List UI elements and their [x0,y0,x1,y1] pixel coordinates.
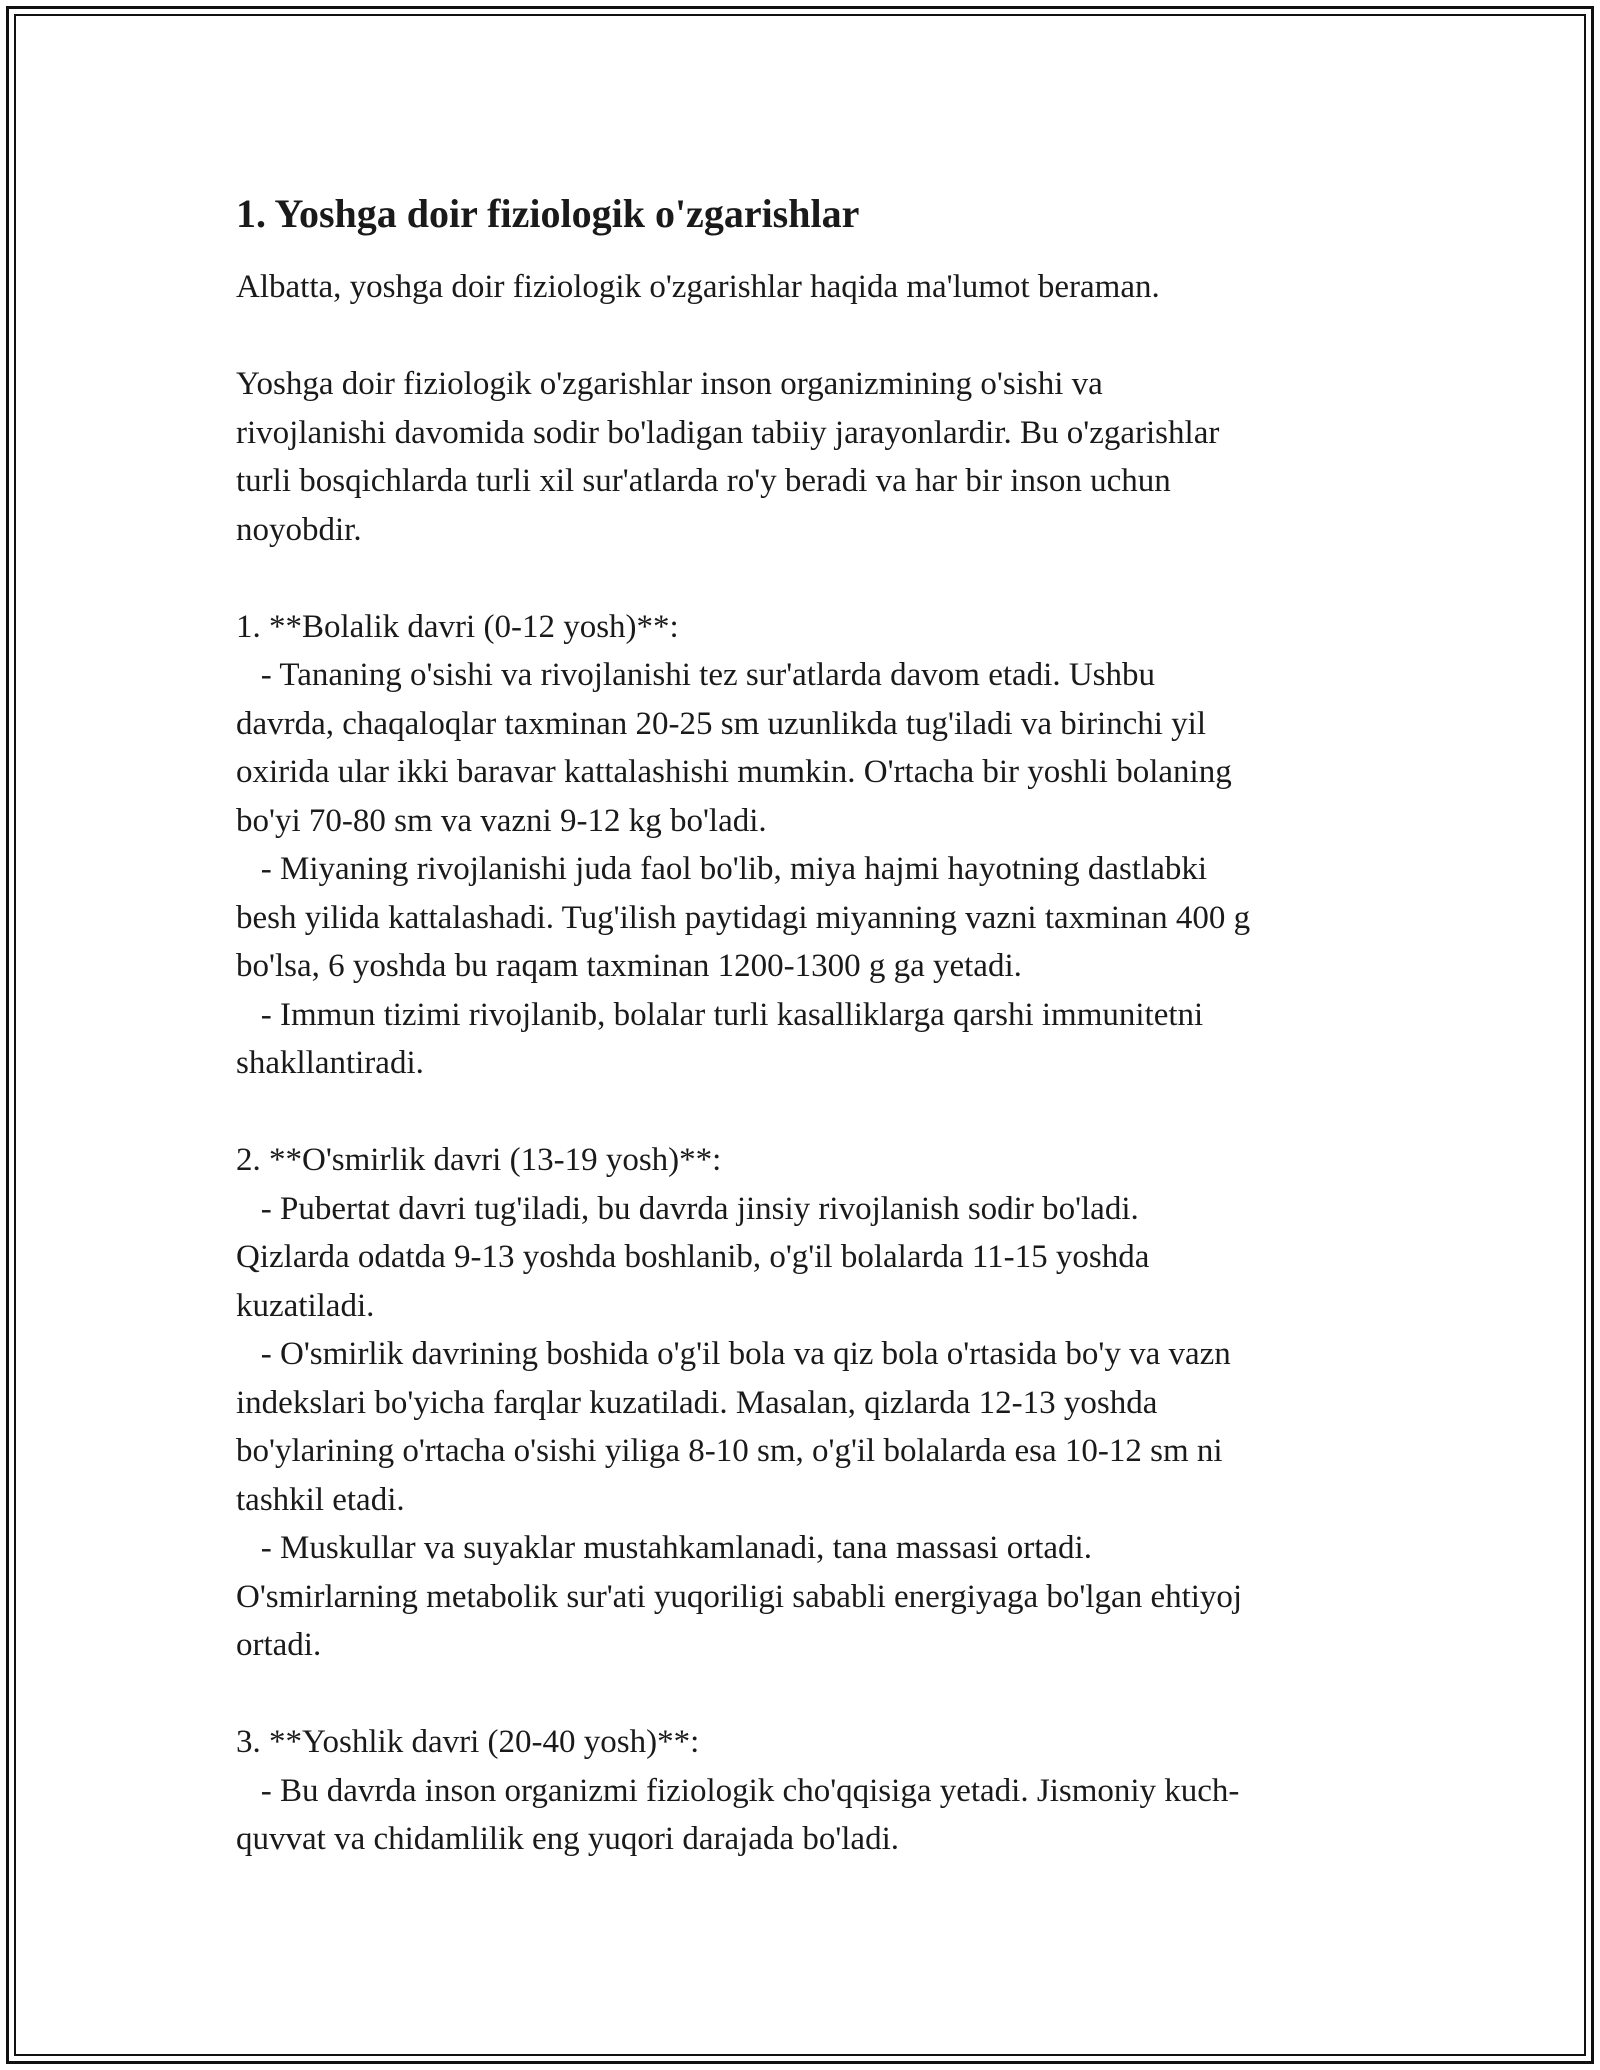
paragraph [236,263,1376,312]
text-line: kuzatiladi. [236,1287,375,1324]
text-line: 3. **Yoshlik davri (20-40 yosh)**: [236,1724,700,1760]
text-line: - Tananing o'sishi va rivojlanishi tez sur'atlarda davom etadi. Ushbu [236,657,1156,693]
text-line: turli bosqichlarda turli xil sur'atlarda ro'y beradi va har bir inson uchun [236,463,1171,499]
text-line: - O'smirlik davrining boshida o'g'il bola va qiz bola o'rtasida bo'y va vazn [236,1336,1231,1372]
paragraph [236,360,1376,554]
text-line: rivojlanishi davomida sodir bo'ladigan tabiiy jarayonlardir. Bu o'zgarishlar [236,414,1220,451]
text-line: bo'ylarining o'rtacha o'sishi yiliga 8-10 sm, o'g'il bolalarda esa 10-12 sm ni [236,1433,1223,1469]
paragraph-gap [236,1670,1376,1719]
text-line: noyobdir. [236,511,362,548]
text-line: davrda, chaqaloqlar taxminan 20-25 sm uzunlikda tug'iladi va birinchi yil [236,705,1207,742]
paragraph-gap [236,554,1376,603]
document-heading: 1. Yoshga doir fiziologik o'zgarishlar [236,191,860,236]
paragraph-gap [236,1088,1376,1137]
paragraph [236,1718,1376,1864]
text-line: 2. **O'smirlik davri (13-19 yosh)**: [236,1142,722,1178]
text-line: shakllantiradi. [236,1045,424,1081]
text-line: quvvat va chidamlilik eng yuqori darajada bo'ladi. [236,1821,899,1857]
paragraph-gap [236,312,1376,361]
text-line: - Immun tizimi rivojlanib, bolalar turli kasalliklarga qarshi immunitetni [236,996,1204,1033]
paragraph [236,603,1376,1088]
text-line: Albatta, yoshga doir fiziologik o'zgarishlar haqida ma'lumot beraman. [236,269,1160,305]
text-line: O'smirlarning metabolik sur'ati yuqoriligi sababli energiyaga bo'lgan ehtiyoj [236,1578,1243,1615]
text-line: - Muskullar va suyaklar mustahkamlanadi, tana massasi ortadi. [236,1530,1092,1566]
text-line: indekslari bo'yicha farqlar kuzatiladi. Masalan, qizlarda 12-13 yoshda [236,1384,1158,1421]
text-line: bo'lsa, 6 yoshda bu raqam taxminan 1200-1300 g ga yetadi. [236,948,1022,984]
text-line: bo'yi 70-80 sm va vazni 9-12 kg bo'ladi. [236,802,767,839]
text-line: 1. **Bolalik davri (0-12 yosh)**: [236,608,679,645]
text-line: - Bu davrda inson organizmi fiziologik cho'qqisiga yetadi. Jismoniy kuch- [236,1772,1240,1809]
text-line: tashkil etadi. [236,1481,405,1518]
text-line: Yoshga doir fiziologik o'zgarishlar inson organizmining o'sishi va [236,366,1103,402]
text-line: ortadi. [236,1627,322,1663]
text-line: Qizlarda odatda 9-13 yoshda boshlanib, o'g'il bolalarda 11-15 yoshda [236,1239,1150,1275]
text-line: - Miyaning rivojlanishi juda faol bo'lib, miya hajmi hayotning dastlabki [236,851,1208,887]
paragraph [236,1136,1376,1670]
text-line: oxirida ular ikki baravar kattalashishi mumkin. O'rtacha bir yoshli bolaning [236,754,1232,790]
document-paragraphs [236,263,1376,1864]
text-line: besh yilida kattalashadi. Tug'ilish paytidagi miyanning vazni taxminan 400 g [236,899,1251,936]
document-body [236,185,1376,1864]
text-line: - Pubertat davri tug'iladi, bu davrda jinsiy rivojlanish sodir bo'ladi. [236,1190,1139,1227]
